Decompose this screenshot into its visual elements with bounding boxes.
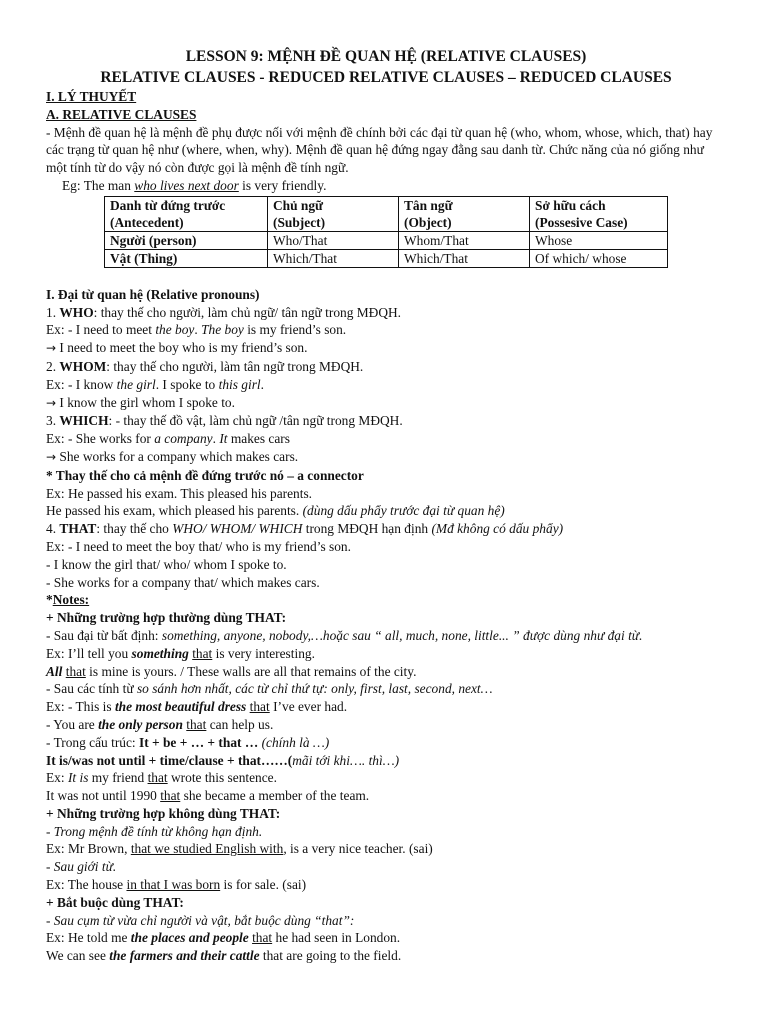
document-page bbox=[46, 46, 726, 965]
which-result: → She works for a company which makes cars. bbox=[46, 448, 299, 464]
table-cell: Which/That bbox=[399, 249, 530, 267]
arrow-right-icon: → bbox=[46, 449, 57, 464]
relative-clauses-heading: A. RELATIVE CLAUSES bbox=[46, 106, 197, 122]
use-that-example: It was not until 1990 that she became a member of the team. bbox=[46, 788, 370, 804]
arrow-right-icon: → bbox=[46, 395, 57, 410]
table-cell: Of which/ whose bbox=[530, 249, 668, 267]
must-that-example: Ex: He told me the places and people that he had seen in London. bbox=[46, 930, 401, 946]
use-that-rule: - Trong cấu trúc: It + be + … + that … (chính là …) bbox=[46, 734, 330, 750]
who-definition: 1. WHO: thay thế cho người, làm chủ ngữ/ tân ngữ trong MĐQH. bbox=[46, 304, 402, 320]
table-header-row bbox=[105, 196, 668, 231]
who-example: Ex: - I need to meet the boy. The boy is my friend’s son. bbox=[46, 322, 347, 338]
that-example: - I know the girl that/ who/ whom I spoke to. bbox=[46, 556, 287, 572]
theory-heading: I. LÝ THUYẾT bbox=[46, 89, 137, 104]
table-header-cell: Sở hữu cách (Possesive Case) bbox=[530, 196, 668, 231]
table-row bbox=[105, 231, 668, 249]
notes-heading: *Notes: bbox=[46, 592, 90, 608]
pronouns-heading: I. Đại từ quan hệ (Relative pronouns) bbox=[46, 286, 260, 302]
table-cell: Vật (Thing) bbox=[105, 249, 268, 267]
no-that-rule: - Sau giới từ. bbox=[46, 859, 117, 875]
table-header-cell: Danh từ đứng trước (Antecedent) bbox=[105, 196, 268, 231]
no-that-rule: - Trong mệnh đề tính từ không hạn định. bbox=[46, 823, 263, 839]
whom-definition: 2. WHOM: thay thế cho người, làm tân ngữ trong MĐQH. bbox=[46, 358, 364, 374]
use-that-rule: - Sau đại từ bất định: something, anyone, nobody,…hoặc sau “ all, much, none, little... ” được dùng như đại từ. bbox=[46, 627, 643, 643]
connector-heading: * Thay thế cho cả mệnh đề đứng trước nó – a connector bbox=[46, 467, 364, 483]
lesson-subtitle: RELATIVE CLAUSES - REDUCED RELATIVE CLAUSES – REDUCED CLAUSES bbox=[100, 69, 672, 86]
no-that-example: Ex: Mr Brown, that we studied English with, is a very nice teacher. (sai) bbox=[46, 841, 433, 857]
use-that-example: - You are the only person that can help us. bbox=[46, 716, 274, 732]
no-that-example: Ex: The house in that I was born is for sale. (sai) bbox=[46, 877, 307, 893]
must-that-rule: - Sau cụm từ vừa chỉ người và vật, bắt buộc dùng “that”: bbox=[46, 912, 355, 928]
lesson-title: LESSON 9: MỆNH ĐỀ QUAN HỆ (RELATIVE CLAUSES) bbox=[185, 48, 587, 65]
arrow-right-icon: → bbox=[46, 341, 57, 356]
use-that-rule: - Sau các tính từ so sánh hơn nhất, các từ chỉ thứ tự: only, first, last, second, next… bbox=[46, 681, 493, 697]
table-cell: Whose bbox=[530, 231, 668, 249]
which-definition: 3. WHICH: - thay thế đồ vật, làm chủ ngữ /tân ngữ trong MĐQH. bbox=[46, 413, 403, 429]
use-that-rule: It is/was not until + time/clause + that……(mãi tới khi…. thì…) bbox=[46, 752, 400, 768]
that-example: Ex: - I need to meet the boy that/ who is my friend’s son. bbox=[46, 538, 351, 554]
connector-result: He passed his exam, which pleased his parents. (dùng dấu phẩy trước đại từ quan hệ) bbox=[46, 503, 505, 519]
use-that-example: Ex: - This is the most beautiful dress that I’ve ever had. bbox=[46, 699, 348, 715]
table-cell: Whom/That bbox=[399, 231, 530, 249]
that-definition: 4. THAT: thay thế cho WHO/ WHOM/ WHICH trong MĐQH hạn định (Mđ không có dấu phẩy) bbox=[46, 521, 564, 537]
table-header-cell: Tân ngữ (Object) bbox=[399, 196, 530, 231]
use-that-example: Ex: It is my friend that wrote this sentence. bbox=[46, 770, 277, 786]
table-header-cell: Chủ ngữ (Subject) bbox=[268, 196, 399, 231]
use-that-heading: + Những trường hợp thường dùng THAT: bbox=[46, 610, 287, 626]
use-that-example: Ex: I’ll tell you something that is very interesting. bbox=[46, 645, 315, 661]
whom-example: Ex: - I know the girl. I spoke to this girl. bbox=[46, 376, 264, 392]
intro-paragraph: - Mệnh đề quan hệ là mệnh đề phụ được nối với mệnh đề chính bởi các đại từ quan hệ (who, whom, whose, which, that) hay các trạng từ quan hệ như (where, when, why). Mệnh đề quan hệ đứng ngay đằng sau danh từ. Chức năng của nó giống như một tính từ do vậy nó còn được gọi là mệnh đề tính ngữ. bbox=[46, 124, 713, 176]
table-cell: Which/That bbox=[268, 249, 399, 267]
intro-example: Eg: The man who lives next door is very friendly. bbox=[62, 177, 327, 193]
must-that-heading: + Bắt buộc dùng THAT: bbox=[46, 894, 184, 910]
whom-result: → I know the girl whom I spoke to. bbox=[46, 394, 235, 410]
must-that-example: We can see the farmers and their cattle that are going to the field. bbox=[46, 948, 402, 964]
who-result: → I need to meet the boy who is my friend’s son. bbox=[46, 340, 308, 356]
table-cell: Who/That bbox=[268, 231, 399, 249]
example-clause: who lives next door bbox=[134, 177, 239, 193]
relative-pronoun-table bbox=[104, 196, 668, 268]
which-example: Ex: - She works for a company. It makes cars bbox=[46, 431, 290, 447]
table-cell: Người (person) bbox=[105, 231, 268, 249]
use-that-example: All that is mine is yours. / These walls are all that remains of the city. bbox=[46, 663, 417, 679]
that-example: - She works for a company that/ which makes cars. bbox=[46, 574, 320, 590]
table-row bbox=[105, 249, 668, 267]
connector-example: Ex: He passed his exam. This pleased his parents. bbox=[46, 485, 313, 501]
no-that-heading: + Những trường hợp không dùng THAT: bbox=[46, 805, 281, 821]
